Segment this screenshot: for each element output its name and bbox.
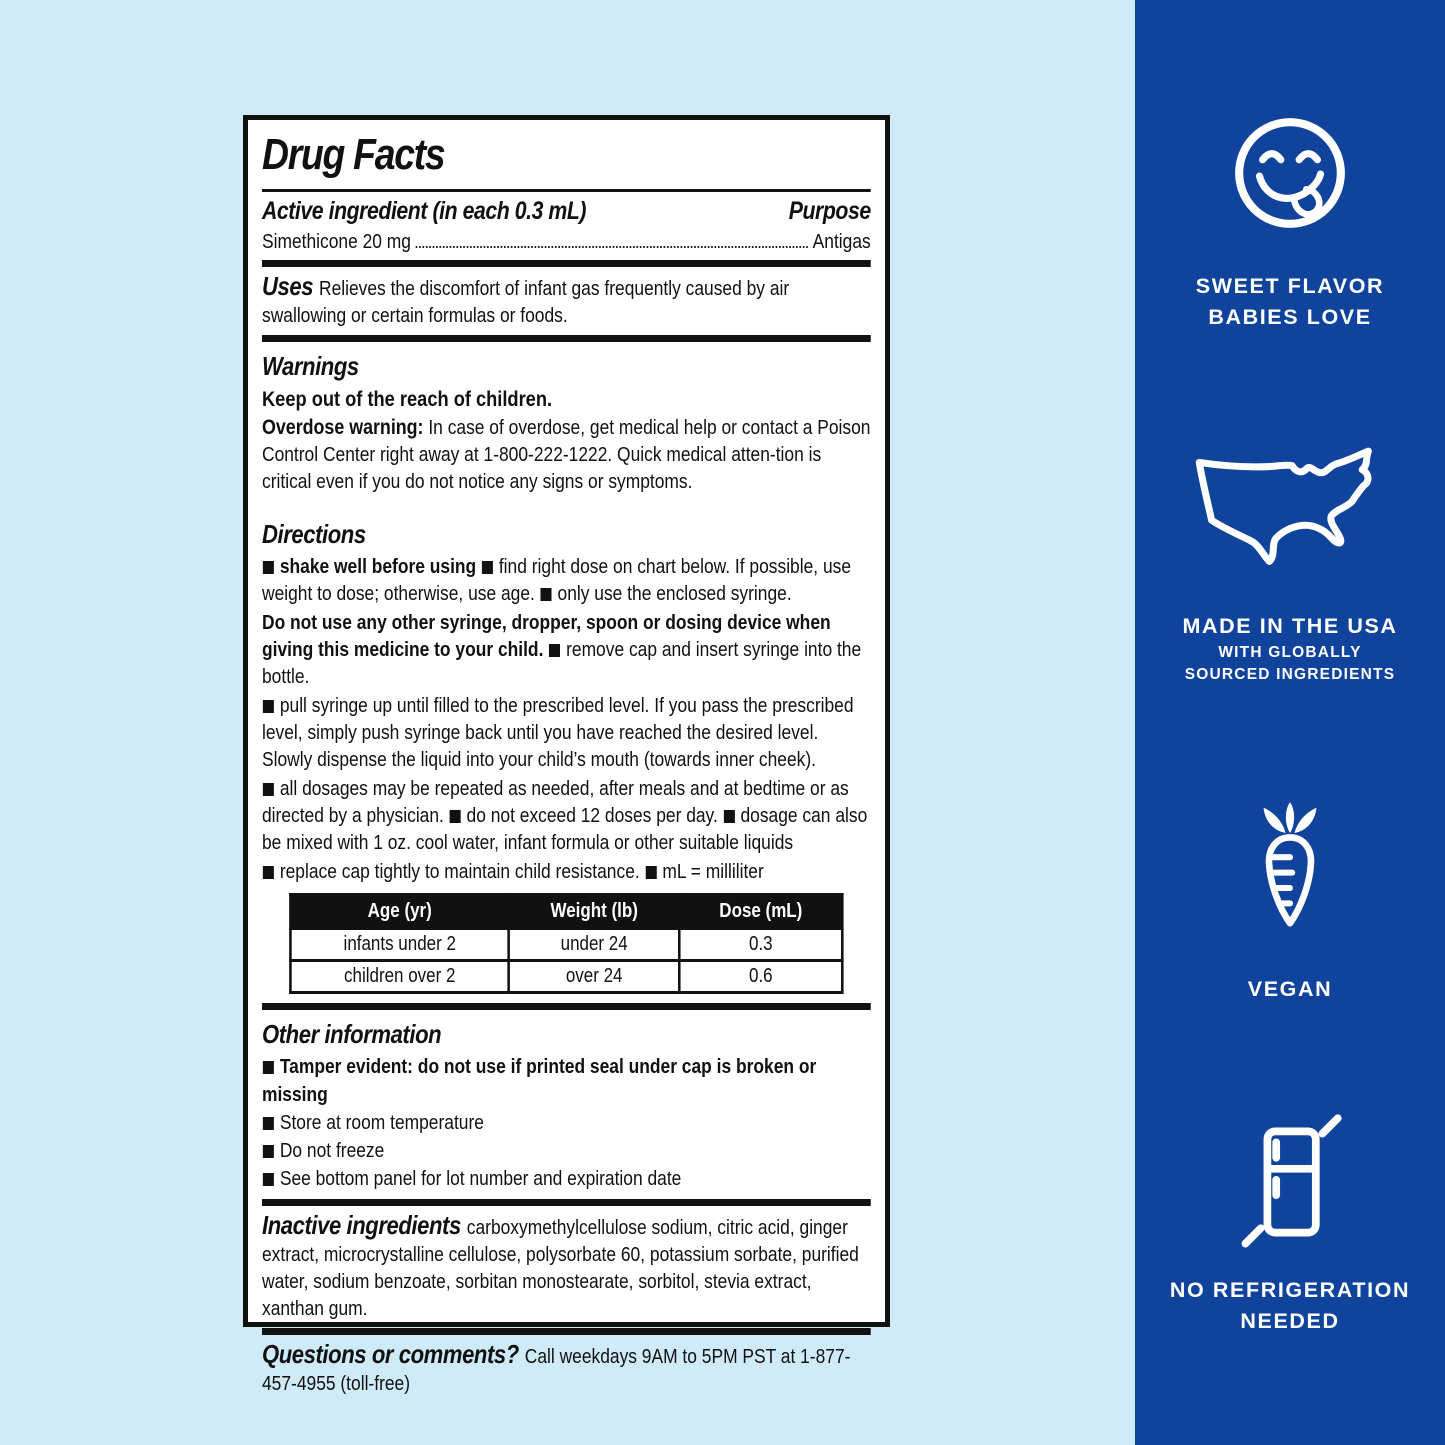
other-information-heading: Other information — [262, 1019, 442, 1049]
directions-text: find right dose on chart below. If possible, use weight to dose; otherwise, use age. — [262, 555, 852, 605]
bullet-square-icon — [450, 810, 461, 823]
inactive-ingredients-text: carboxymethylcellulose sodium, citric acid, ginger extract, microcrystalline cellulose, polysorbate 60, potassium sorbate, purified water, sodium benzoate, sorbitan monostearate, sorbitol, stevia extract, xanthan gum. — [262, 1216, 859, 1320]
other-info-text: Do not freeze — [279, 1139, 385, 1162]
dot-leader — [416, 231, 807, 248]
directions-paragraph-1 — [262, 553, 871, 607]
directions-bold-1: shake well before using — [279, 555, 477, 578]
drug-facts-label — [243, 115, 890, 1395]
no-refrigeration-icon — [1230, 1116, 1351, 1253]
bullet-square-icon — [645, 866, 656, 879]
benefit-title-line: BABIES LOVE — [1208, 305, 1372, 329]
table-cell: 0.3 — [680, 929, 842, 961]
bullet-square-icon — [549, 644, 560, 657]
benefit-subtitle-line: WITH GLOBALLY — [1218, 644, 1362, 661]
questions-heading: Questions or comments? — [262, 1339, 519, 1369]
table-cell: over 24 — [509, 961, 680, 993]
section-divider — [262, 1003, 871, 1010]
directions-text: do not exceed 12 doses per day. — [466, 804, 718, 827]
directions-text: mL = milliliter — [662, 860, 764, 883]
dosage-col-dose: Dose (mL) — [680, 895, 842, 929]
other-info-text: Store at room temperature — [279, 1111, 484, 1134]
section-divider — [262, 1199, 871, 1206]
directions-paragraph-4 — [262, 775, 871, 856]
uses-paragraph — [262, 273, 871, 329]
uses-text: Relieves the discomfort of infant gas frequently caused by air swallowing or certain formulas or foods. — [262, 277, 790, 327]
benefit-title-line: MADE IN THE USA — [1182, 614, 1398, 638]
tongue-out-smiley-icon — [1229, 112, 1351, 239]
list-item — [262, 1165, 871, 1193]
bullet-square-icon — [263, 1061, 274, 1074]
bullet-square-icon — [263, 866, 274, 879]
dosage-table — [289, 893, 843, 994]
benefit-caption — [1135, 271, 1445, 333]
bullet-square-icon — [263, 783, 274, 796]
active-ingredient-heading: Active ingredient (in each 0.3 mL) — [262, 197, 587, 225]
carrot-icon — [1246, 800, 1334, 948]
benefit-title-line: VEGAN — [1247, 977, 1333, 1001]
inactive-ingredients-paragraph — [262, 1212, 871, 1322]
directions-heading: Directions — [262, 519, 366, 549]
list-item — [262, 1109, 871, 1137]
bullet-square-icon — [482, 561, 493, 574]
table-cell: 0.6 — [680, 961, 842, 993]
spacer — [262, 497, 871, 510]
inactive-ingredients-heading: Inactive ingredients — [262, 1210, 461, 1240]
purpose-heading: Purpose — [788, 197, 871, 225]
label-content — [262, 130, 871, 1397]
benefit-title-line: SWEET FLAVOR — [1195, 274, 1385, 298]
directions-text: remove cap and insert syringe into the bottle. — [262, 638, 862, 688]
active-ingredient-header-row — [262, 197, 871, 226]
drug-facts-title: Drug Facts — [262, 130, 445, 179]
table-row — [291, 929, 842, 961]
directions-paragraph-3 — [262, 692, 871, 773]
section-divider — [262, 1328, 871, 1335]
benefit-sweet-flavor — [1135, 112, 1445, 333]
bullet-square-icon — [541, 588, 552, 601]
table-cell: under 24 — [509, 929, 680, 961]
other-info-text: Tamper evident: do not use if printed seal under cap is broken or missing — [262, 1055, 817, 1106]
directions-text: pull syringe up until filled to the prescribed level. If you pass the prescribed level, simply push syringe back until you have reached the desired level. Slowly dispense the liquid into your child’s mouth (towards inner cheek). — [262, 694, 854, 771]
directions-text: replace cap tightly to maintain child resistance. — [279, 860, 640, 883]
ingredient-name: Simethicone 20 mg — [262, 230, 411, 253]
questions-paragraph — [262, 1341, 871, 1397]
list-item — [262, 1137, 871, 1165]
benefit-vegan — [1135, 800, 1445, 1005]
benefit-title-line: NO REFRIGERATION — [1169, 1278, 1411, 1302]
keep-out-line: Keep out of the reach of children. — [262, 387, 553, 411]
questions-text: Call weekdays 9AM to 5PM PST at 1-877-457-4955 (toll-free) — [262, 1345, 851, 1395]
directions-paragraph-2 — [262, 609, 871, 690]
section-divider — [262, 260, 871, 267]
warnings-heading: Warnings — [262, 351, 359, 381]
benefit-caption — [1135, 974, 1445, 1005]
benefit-title-line: NEEDED — [1240, 1309, 1340, 1333]
bullet-square-icon — [263, 700, 274, 713]
directions-text: only use the enclosed syringe. — [557, 582, 792, 605]
benefit-caption — [1135, 1275, 1445, 1337]
other-info-text: See bottom panel for lot number and expiration date — [279, 1167, 682, 1190]
table-row — [291, 961, 842, 993]
dosage-col-age: Age (yr) — [291, 895, 509, 929]
ingredient-row — [262, 230, 871, 254]
bullet-square-icon — [263, 1117, 274, 1130]
uses-heading: Uses — [262, 271, 314, 301]
overdose-label: Overdose warning: — [262, 416, 424, 439]
overdose-paragraph — [262, 414, 871, 495]
dosage-col-weight: Weight (lb) — [509, 895, 680, 929]
bullet-square-icon — [263, 1173, 274, 1186]
benefit-caption — [1135, 611, 1445, 686]
list-item — [262, 1053, 871, 1109]
table-cell: children over 2 — [291, 961, 509, 993]
usa-map-icon — [1182, 448, 1398, 585]
benefit-subtitle-line: SOURCED INGREDIENTS — [1184, 666, 1396, 683]
title-divider — [262, 189, 871, 192]
benefit-no-refrigeration — [1135, 1116, 1445, 1337]
directions-bold-2: Do not use any other syringe, dropper, spoon or dosing device when giving this medicine to your child. — [262, 611, 831, 661]
section-divider — [262, 335, 871, 342]
overdose-text: In case of overdose, get medical help or contact a Poison Control Center right away at 1-800-222-1222. Quick medical atten-tion is critical even if you do not notice any signs or symptoms. — [262, 416, 871, 493]
dosage-table-header-row — [291, 895, 842, 929]
bullet-square-icon — [263, 561, 274, 574]
directions-paragraph-5 — [262, 858, 871, 885]
bullet-square-icon — [724, 810, 735, 823]
bullet-square-icon — [263, 1145, 274, 1158]
benefit-made-in-usa — [1135, 448, 1445, 686]
directions-text: all dosages may be repeated as needed, after meals and at bedtime or as directed by a physician. — [262, 777, 849, 827]
table-cell: infants under 2 — [291, 929, 509, 961]
directions-text: dosage can also be mixed with 1 oz. cool water, infant formula or other suitable liquids — [262, 804, 868, 854]
ingredient-purpose: Antigas — [812, 230, 871, 253]
benefits-sidebar — [1135, 0, 1445, 1445]
